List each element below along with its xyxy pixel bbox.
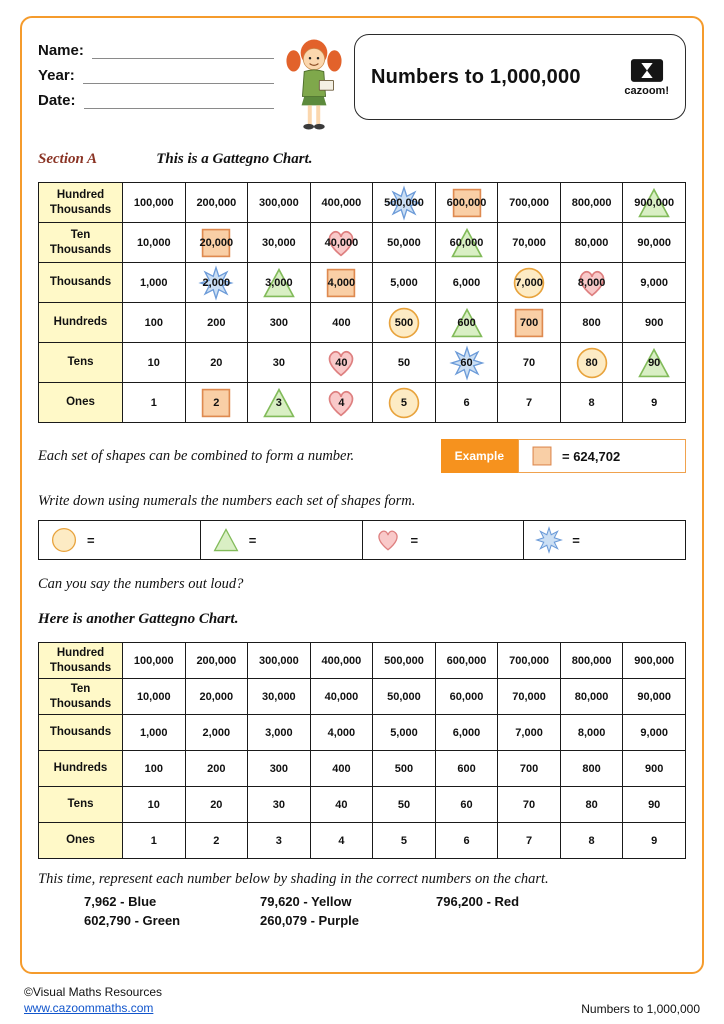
chart-cell[interactable] (248, 751, 311, 787)
shading-item: 79,620 - Yellow (260, 894, 352, 909)
cell-number: 90,000 (637, 690, 672, 703)
copyright-text: ©Visual Maths Resources (24, 984, 163, 999)
row-label: Tens (39, 343, 123, 383)
cell-number: 60,000 (449, 236, 484, 249)
cell-number: 9,000 (640, 726, 668, 739)
chart-row (39, 643, 686, 679)
worksheet-title: Numbers to 1,000,000 (371, 65, 581, 88)
chart-row (39, 679, 686, 715)
chart-cell[interactable] (373, 787, 436, 823)
cell-number: 30,000 (262, 690, 296, 703)
cell-number: 2,000 (202, 276, 231, 289)
chart-cell[interactable] (435, 679, 498, 715)
cell-number: 40 (335, 798, 348, 811)
chart-cell[interactable] (498, 715, 561, 751)
cell-number: 4 (338, 396, 345, 409)
square-shape-icon (531, 445, 553, 467)
cell-number: 30,000 (262, 236, 296, 249)
cell-number: 8,000 (577, 726, 606, 739)
chart-cell[interactable] (498, 383, 561, 423)
cell-number: 800,000 (571, 196, 612, 209)
row-label: Ten Thousands (39, 223, 123, 263)
chart-cell[interactable] (248, 183, 311, 223)
chart-row (39, 715, 686, 751)
chart-cell[interactable] (185, 343, 248, 383)
chart-row (39, 223, 686, 263)
row-label: Thousands (39, 263, 123, 303)
chart-cell[interactable] (560, 263, 623, 303)
shading-items-list (84, 894, 686, 928)
cell-number: 200 (207, 762, 226, 775)
chart-cell[interactable] (248, 823, 311, 859)
cell-number: 40 (335, 356, 348, 369)
cell-number: 1 (150, 396, 157, 409)
cell-number: 9,000 (640, 276, 668, 289)
write-numerals-instruction: Write down using numerals the numbers each set of shapes form. (38, 493, 416, 509)
cell-number: 50 (397, 356, 411, 369)
cell-number: 3,000 (265, 276, 293, 289)
chart-cell[interactable] (435, 751, 498, 787)
chart-cell[interactable] (623, 751, 686, 787)
cell-number: 400,000 (321, 196, 362, 209)
cazoom-logo-icon (630, 58, 664, 83)
cell-number: 6 (463, 396, 470, 409)
cell-number: 400 (332, 316, 351, 329)
equals-sign: = (248, 532, 257, 548)
shading-item: 260,079 - Purple (260, 913, 359, 928)
year-label: Year: (38, 67, 75, 84)
chart-cell[interactable] (373, 715, 436, 751)
cell-number: 2 (213, 396, 220, 409)
chart-cell[interactable] (498, 303, 561, 343)
chart-cell[interactable] (123, 383, 186, 423)
cell-number: 100 (144, 762, 163, 775)
row-label: Hundred Thousands (39, 643, 123, 679)
cell-number: 6,000 (452, 726, 481, 739)
equals-sign: = (410, 532, 419, 548)
cell-number: 7 (525, 396, 533, 409)
cell-number: 300 (269, 762, 289, 775)
chart-cell[interactable] (498, 183, 561, 223)
chart-row (39, 263, 686, 303)
chart-cell[interactable] (498, 787, 561, 823)
chart-cell[interactable] (373, 303, 436, 343)
chart-cell[interactable] (560, 343, 623, 383)
chart-cell[interactable] (185, 643, 248, 679)
chart-cell[interactable] (310, 643, 373, 679)
cell-number: 90 (648, 356, 661, 369)
example-section (38, 439, 686, 473)
chart-row (39, 303, 686, 343)
title-box (354, 34, 686, 120)
cell-number: 60 (460, 356, 473, 369)
chart-cell[interactable] (560, 223, 623, 263)
chart-cell[interactable] (123, 343, 186, 383)
cell-number: 600 (457, 316, 476, 329)
cell-number: 20 (210, 798, 223, 811)
combine-instruction: Each set of shapes can be combined to form a number. (38, 447, 355, 464)
cell-number: 10 (147, 798, 160, 811)
chart-cell[interactable] (248, 343, 311, 383)
chart-cell[interactable] (373, 263, 436, 303)
cell-number: 60,000 (449, 690, 484, 703)
chart-cell[interactable] (623, 223, 686, 263)
cell-number: 400,000 (321, 654, 362, 667)
footer-doc-title: Numbers to 1,000,000 (581, 1002, 700, 1016)
cell-number: 90,000 (637, 236, 672, 249)
chart-cell[interactable] (623, 787, 686, 823)
cell-number: 5 (400, 396, 408, 409)
chart-cell[interactable] (310, 823, 373, 859)
chart-cell[interactable] (435, 643, 498, 679)
chart-cell[interactable] (498, 679, 561, 715)
row-label: Ones (39, 823, 123, 859)
chart-cell[interactable] (123, 787, 186, 823)
cell-number: 60 (460, 798, 473, 811)
cell-number: 70 (522, 798, 536, 811)
cell-number: 200,000 (196, 196, 237, 209)
cell-number: 8 (588, 396, 595, 409)
equals-sign: = (87, 532, 95, 548)
cell-number: 500 (394, 762, 414, 775)
chart-cell[interactable] (310, 715, 373, 751)
chart-cell[interactable] (623, 263, 686, 303)
cell-number: 300 (269, 316, 289, 329)
cell-number: 8 (588, 834, 595, 847)
cell-number: 4,000 (327, 276, 356, 289)
cell-number: 5 (400, 834, 408, 847)
chart-row (39, 383, 686, 423)
chart-cell[interactable] (310, 751, 373, 787)
cell-number: 600,000 (446, 654, 487, 667)
chart-cell[interactable] (498, 643, 561, 679)
cell-number: 800,000 (571, 654, 612, 667)
cell-number: 900 (645, 762, 664, 775)
chart-cell[interactable] (123, 751, 186, 787)
chart-cell[interactable] (373, 383, 436, 423)
chart-cell[interactable] (373, 183, 436, 223)
cell-number: 100,000 (133, 196, 174, 209)
cell-number: 700 (519, 762, 539, 775)
chart-cell[interactable] (310, 383, 373, 423)
row-label: Ten Thousands (39, 679, 123, 715)
chart-cell[interactable] (560, 715, 623, 751)
cell-number: 1 (150, 834, 157, 847)
header (38, 34, 686, 134)
chart-cell[interactable] (623, 183, 686, 223)
chart-cell[interactable] (248, 303, 311, 343)
cell-number: 80 (585, 798, 598, 811)
cell-number: 50,000 (387, 690, 421, 703)
cell-number: 70 (522, 356, 536, 369)
cell-number: 70,000 (512, 236, 546, 249)
cell-number: 40,000 (324, 236, 359, 249)
chart-cell[interactable] (123, 643, 186, 679)
chart-cell[interactable] (185, 679, 248, 715)
chart-cell[interactable] (373, 823, 436, 859)
chart-cell[interactable] (623, 823, 686, 859)
chart-cell[interactable] (560, 383, 623, 423)
cell-number: 8,000 (577, 276, 606, 289)
row-label: Tens (39, 787, 123, 823)
cell-number: 4,000 (327, 726, 356, 739)
year-field (38, 67, 274, 84)
chart-cell[interactable] (498, 823, 561, 859)
chart-cell[interactable] (435, 223, 498, 263)
heart-shape-icon (375, 527, 401, 553)
cell-number: 400 (332, 762, 351, 775)
page-frame (20, 16, 704, 974)
cazoom-website-link[interactable]: www.cazoommaths.com (24, 1000, 154, 1015)
cell-number: 300,000 (258, 654, 299, 667)
chart-cell[interactable] (248, 383, 311, 423)
section-heading (38, 150, 686, 168)
cell-number: 800 (582, 316, 601, 329)
chart-row (39, 183, 686, 223)
chart-cell[interactable] (498, 751, 561, 787)
footer-credits (24, 984, 162, 1016)
mascot-illustration (282, 34, 346, 134)
cell-number: 5,000 (390, 726, 418, 739)
chart-cell[interactable] (310, 679, 373, 715)
example-badge: Example (441, 439, 518, 473)
chart-cell[interactable] (435, 787, 498, 823)
cazoom-logo (624, 58, 669, 97)
chart-cell[interactable] (560, 303, 623, 343)
row-label: Thousands (39, 715, 123, 751)
chart-cell[interactable] (185, 787, 248, 823)
chart-cell[interactable] (560, 751, 623, 787)
row-label: Hundreds (39, 303, 123, 343)
cell-number: 80 (585, 356, 598, 369)
cell-number: 900,000 (634, 654, 675, 667)
chart-cell[interactable] (498, 263, 561, 303)
cell-number: 10,000 (136, 236, 171, 249)
cell-number: 7,000 (515, 276, 543, 289)
chart-cell[interactable] (435, 343, 498, 383)
answer-box-triangle[interactable] (201, 520, 363, 560)
row-label: Ones (39, 383, 123, 423)
student-fields (38, 34, 274, 109)
cell-number: 20,000 (199, 690, 234, 703)
cell-number: 200 (207, 316, 226, 329)
chart-cell[interactable] (185, 715, 248, 751)
chart-cell[interactable] (248, 263, 311, 303)
chart-cell[interactable] (310, 223, 373, 263)
chart-cell[interactable] (435, 383, 498, 423)
name-label: Name: (38, 42, 84, 59)
chart-cell[interactable] (310, 303, 373, 343)
cell-number: 40,000 (324, 690, 359, 703)
cell-number: 3,000 (265, 726, 293, 739)
cell-number: 200,000 (196, 654, 237, 667)
chart-cell[interactable] (623, 643, 686, 679)
cell-number: 3 (275, 396, 282, 409)
chart-cell[interactable] (373, 751, 436, 787)
chart-cell[interactable] (623, 715, 686, 751)
cell-number: 800 (582, 762, 601, 775)
cell-number: 9 (651, 396, 658, 409)
cartoon-girl-icon (282, 34, 346, 134)
cell-number: 2 (213, 834, 220, 847)
cell-number: 4 (338, 834, 345, 847)
cell-number: 300,000 (258, 196, 299, 209)
chart-cell[interactable] (435, 303, 498, 343)
cazoom-logo-text: cazoom! (624, 84, 669, 97)
chart-cell[interactable] (185, 183, 248, 223)
say-out-loud-prompt: Can you say the numbers out loud? (38, 576, 244, 592)
cell-number: 500,000 (384, 196, 424, 209)
cell-number: 9 (651, 834, 658, 847)
cell-number: 20 (210, 356, 223, 369)
chart-cell[interactable] (248, 643, 311, 679)
chart-row (39, 823, 686, 859)
chart-cell[interactable] (123, 263, 186, 303)
cell-number: 600,000 (446, 196, 487, 209)
cell-number: 700 (519, 316, 539, 329)
answer-box-heart[interactable] (363, 520, 525, 560)
chart-cell[interactable] (123, 823, 186, 859)
gattegno-chart-1 (38, 182, 686, 423)
row-label: Hundred Thousands (39, 183, 123, 223)
section-intro: This is a Gattegno Chart. (156, 151, 313, 167)
chart-cell[interactable] (123, 183, 186, 223)
chart-cell[interactable] (248, 787, 311, 823)
cell-number: 20,000 (199, 236, 234, 249)
chart-cell[interactable] (560, 787, 623, 823)
cell-number: 100,000 (133, 654, 174, 667)
shading-item: 7,962 - Blue (84, 894, 157, 909)
cell-number: 80,000 (574, 690, 609, 703)
cell-number: 80,000 (574, 236, 609, 249)
cell-number: 900,000 (634, 196, 675, 209)
cell-number: 700,000 (509, 654, 549, 667)
gattegno-chart-2 (38, 642, 686, 859)
cell-number: 50,000 (387, 236, 421, 249)
cell-number: 90 (648, 798, 661, 811)
footer (24, 984, 700, 1016)
chart-cell[interactable] (248, 679, 311, 715)
cell-number: 500 (394, 316, 414, 329)
chart-row (39, 787, 686, 823)
date-field (38, 92, 274, 109)
cell-number: 10 (147, 356, 160, 369)
triangle-shape-icon (213, 527, 239, 553)
chart-cell[interactable] (435, 263, 498, 303)
chart-cell[interactable] (623, 343, 686, 383)
shading-instruction: This time, represent each number below by shading in the correct numbers on the chart. (38, 871, 549, 887)
cell-number: 10,000 (136, 690, 171, 703)
chart-cell[interactable] (185, 263, 248, 303)
star-shape-icon (536, 527, 562, 553)
chart-cell[interactable] (310, 263, 373, 303)
row-label: Hundreds (39, 751, 123, 787)
chart-cell[interactable] (123, 303, 186, 343)
chart-row (39, 751, 686, 787)
chart-cell[interactable] (623, 383, 686, 423)
chart-cell[interactable] (373, 343, 436, 383)
cell-number: 3 (275, 834, 282, 847)
chart-cell[interactable] (123, 715, 186, 751)
second-chart-heading: Here is another Gattegno Chart. (38, 611, 239, 627)
chart-row (39, 343, 686, 383)
chart-cell[interactable] (560, 679, 623, 715)
chart-cell[interactable] (185, 823, 248, 859)
chart-cell[interactable] (123, 223, 186, 263)
cell-number: 6,000 (452, 276, 481, 289)
name-input-line[interactable] (92, 43, 274, 59)
shading-item: 796,200 - Red (436, 894, 520, 909)
chart-cell[interactable] (623, 303, 686, 343)
chart-cell[interactable] (185, 303, 248, 343)
cell-number: 700,000 (509, 196, 549, 209)
answer-boxes-row (38, 520, 686, 560)
chart-cell[interactable] (310, 183, 373, 223)
chart-cell[interactable] (435, 823, 498, 859)
chart-cell[interactable] (185, 751, 248, 787)
chart-cell[interactable] (498, 223, 561, 263)
year-input-line[interactable] (83, 68, 274, 84)
answer-box-star[interactable] (524, 520, 686, 560)
chart-cell[interactable] (185, 223, 248, 263)
cell-number: 600 (457, 762, 476, 775)
section-label: Section A (38, 151, 98, 167)
chart-cell[interactable] (248, 223, 311, 263)
chart-cell[interactable] (435, 183, 498, 223)
cell-number: 6 (463, 834, 470, 847)
cell-number: 2,000 (202, 726, 231, 739)
cell-number: 30 (272, 798, 285, 811)
cell-number: 1,000 (140, 276, 168, 289)
cell-number: 5,000 (390, 276, 418, 289)
chart-cell[interactable] (560, 183, 623, 223)
cell-number: 50 (397, 798, 411, 811)
date-label: Date: (38, 92, 76, 109)
chart-cell[interactable] (560, 643, 623, 679)
chart-cell[interactable] (248, 715, 311, 751)
cell-number: 900 (645, 316, 664, 329)
answer-box-circle[interactable] (38, 520, 201, 560)
example-value: = 624,702 (562, 448, 621, 464)
chart-cell[interactable] (560, 823, 623, 859)
shading-item: 602,790 - Green (84, 913, 181, 928)
circle-shape-icon (51, 527, 77, 553)
name-field (38, 42, 274, 59)
chart-cell[interactable] (435, 715, 498, 751)
chart-cell[interactable] (310, 343, 373, 383)
example-box (518, 439, 686, 473)
chart-cell[interactable] (373, 223, 436, 263)
cell-number: 30 (272, 356, 285, 369)
equals-sign: = (572, 532, 580, 548)
cell-number: 100 (144, 316, 163, 329)
cell-number: 1,000 (140, 726, 168, 739)
chart-cell[interactable] (373, 643, 436, 679)
chart-cell[interactable] (310, 787, 373, 823)
cell-number: 70,000 (512, 690, 546, 703)
cell-number: 500,000 (384, 654, 424, 667)
chart-cell[interactable] (623, 679, 686, 715)
cell-number: 7 (525, 834, 533, 847)
chart-cell[interactable] (373, 679, 436, 715)
chart-cell[interactable] (123, 679, 186, 715)
chart-cell[interactable] (185, 383, 248, 423)
date-input-line[interactable] (84, 93, 274, 109)
example-shape-slot (531, 445, 553, 467)
chart-cell[interactable] (498, 343, 561, 383)
cell-number: 7,000 (515, 726, 543, 739)
